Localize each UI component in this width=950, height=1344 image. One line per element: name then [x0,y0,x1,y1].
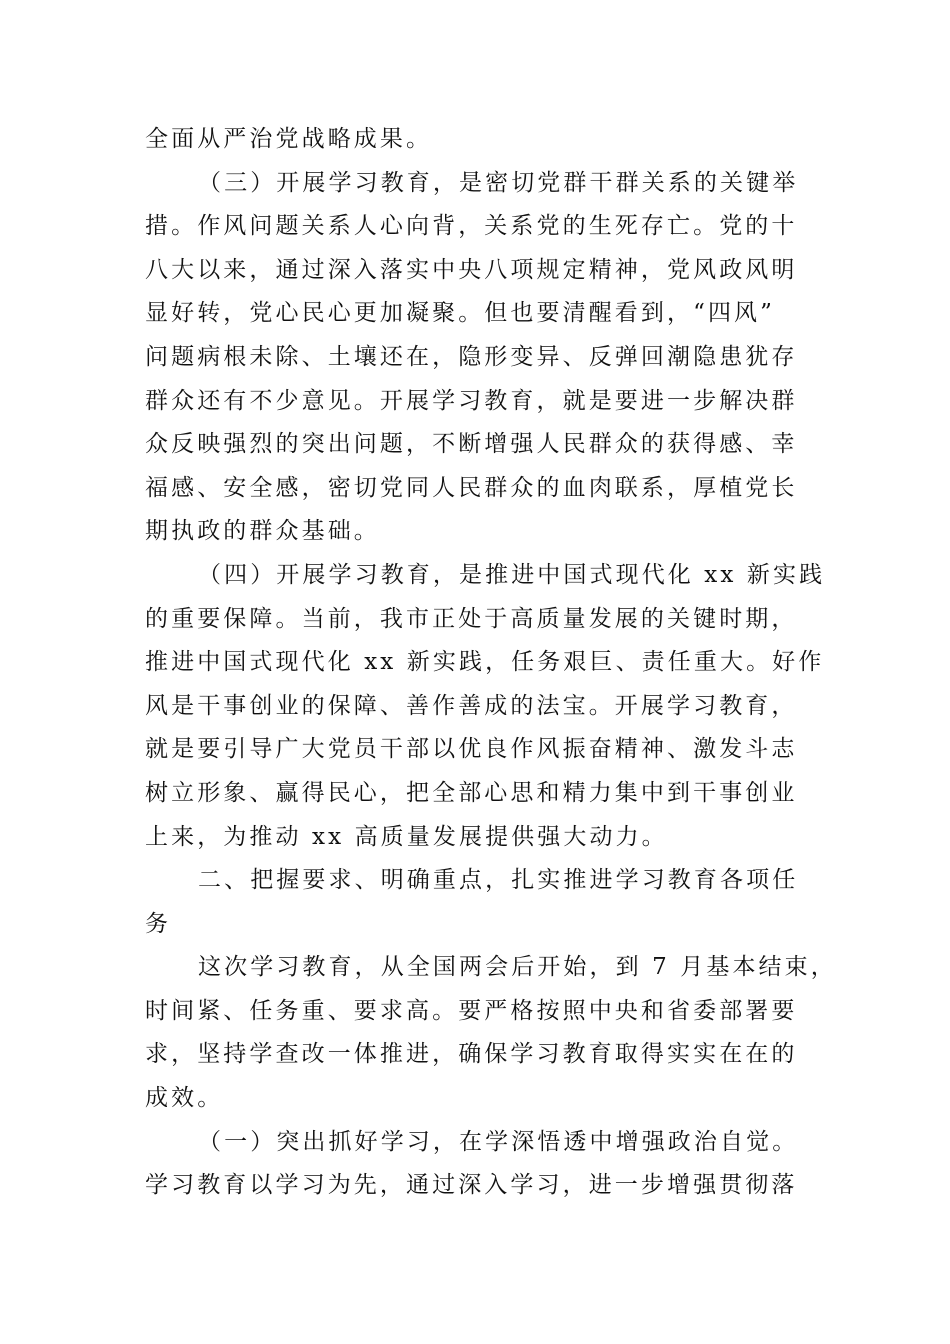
text-line: 措。作风问题关系人心向背，关系党的生死存亡。党的十 [145,213,798,240]
text-line: 显好转，党心民心更加凝聚。但也要清醒看到，“四风” [145,300,776,327]
text-line: 期执政的群众基础。 [145,518,380,545]
text-line: 群众还有不少意见。开展学习教育，就是要进一步解决群 [145,387,798,414]
text-line: 风是干事创业的保障、善作善成的法宝。开展学习教育， [145,692,798,719]
text-line: 成效。 [145,1085,224,1112]
text-line: 八大以来，通过深入落实中央八项规定精神，党风政风明 [145,256,798,283]
text-line: 福感、安全感，密切党同人民群众的血肉联系，厚植党长 [145,474,798,501]
text-line: 众反映强烈的突出问题，不断增强人民群众的获得感、幸 [145,431,798,458]
text-line: 就是要引导广大党员干部以优良作风振奋精神、激发斗志 [145,736,798,763]
section-heading-four: （四）开展学习教育，是推进中国式现代化 xx 新实践 [198,561,826,588]
text-line: 时间紧、任务重、要求高。要严格按照中央和省委部署要 [145,997,798,1024]
text-line: 的重要保障。当前，我市正处于高质量发展的关键时期， [145,605,798,632]
section-heading-three: （三）开展学习教育，是密切党群干群关系的关键举 [198,169,799,196]
text-line: 学习教育以学习为先，通过深入学习，进一步增强贯彻落 [145,1172,798,1199]
text-line: 树立形象、赢得民心，把全部心思和精力集中到干事创业 [145,779,798,806]
text-line-continuation: 全面从严治党战略成果。 [145,126,433,152]
chapter-heading-two: 二、把握要求、明确重点，扎实推进学习教育各项任 [198,867,799,894]
text-line: 推进中国式现代化 xx 新实践，任务艰巨、责任重大。好作 [145,649,825,676]
text-line: 上来，为推动 xx 高质量发展提供强大动力。 [145,823,668,850]
section-heading-one: （一）突出抓好学习，在学深悟透中增强政治自觉。 [198,1128,799,1155]
text-line: 问题病根未除、土壤还在，隐形变异、反弹回潮隐患犹存 [145,343,798,370]
document-body [145,118,837,1208]
chapter-heading-two-continuation: 务 [145,910,172,937]
text-line: 求，坚持学查改一体推进，确保学习教育取得实实在在的 [145,1041,798,1068]
paragraph-start: 这次学习教育，从全国两会后开始，到 7 月基本结束， [198,954,837,981]
